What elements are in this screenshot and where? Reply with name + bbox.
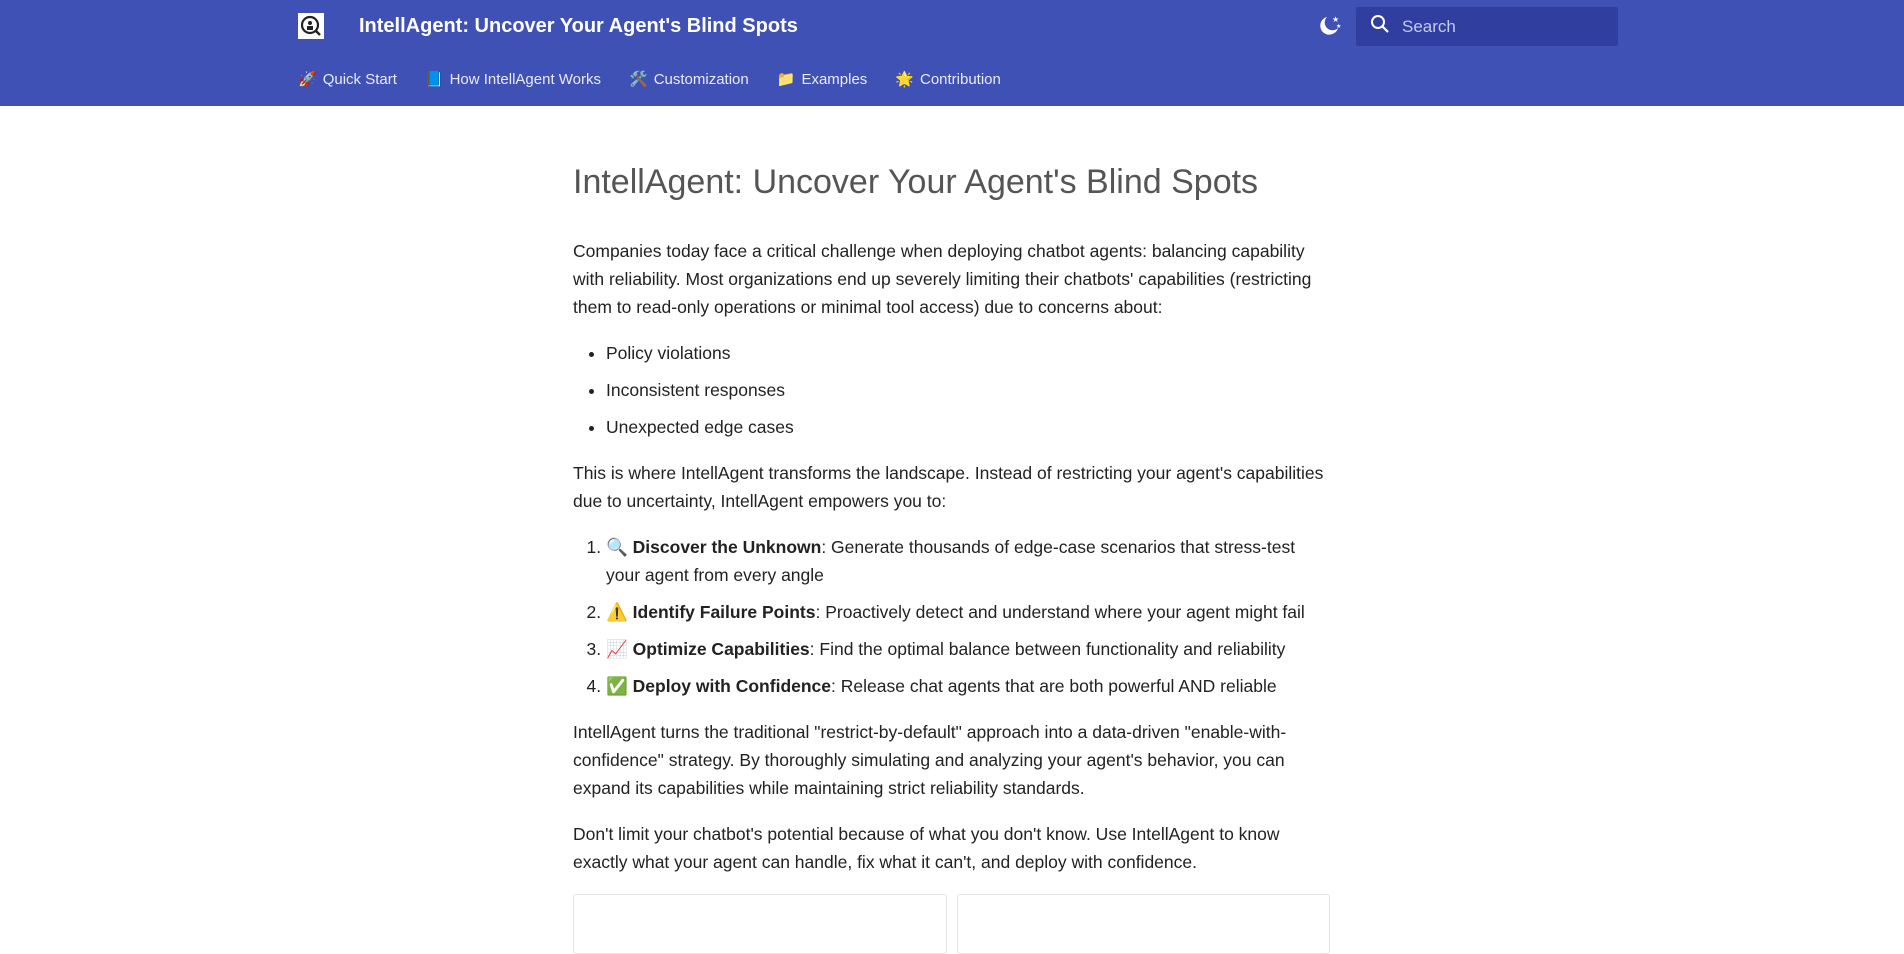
tab-label: Quick Start	[322, 70, 397, 88]
benefit-title: Deploy with Confidence	[632, 676, 832, 696]
site-title[interactable]: IntellAgent: Uncover Your Agent's Blind Spots	[359, 15, 798, 37]
chart-icon: 📈	[606, 639, 628, 659]
tab-quick-start[interactable]	[298, 70, 397, 88]
folder-icon: 📁	[776, 71, 796, 88]
rocket-icon: 🚀	[298, 71, 317, 88]
benefits-list	[606, 533, 1330, 700]
tab-label: How IntellAgent Works	[449, 70, 602, 88]
search-input[interactable]	[1402, 17, 1602, 37]
tab-contribution[interactable]	[895, 70, 1001, 88]
tools-icon: 🛠️	[629, 71, 648, 88]
search-icon	[1370, 14, 1390, 39]
list-item	[606, 598, 1330, 626]
tab-examples[interactable]	[777, 70, 868, 88]
nav-tabs	[298, 70, 1001, 88]
concerns-list	[606, 339, 1330, 441]
warning-icon: ⚠️	[606, 602, 628, 622]
page-title: IntellAgent: Uncover Your Agent's Blind Spots	[573, 163, 1259, 201]
strategy-paragraph: IntellAgent turns the traditional "restrict-by-default" approach into a data-driven "enable-with-confidence" strategy. By thoroughly simulating and analyzing your agent's behavior, you can expand its capabilities while maintaining strict reliability standards.	[573, 722, 1287, 798]
list-item: • Policy violations	[606, 339, 1330, 367]
how-it-works-card[interactable]	[957, 894, 1331, 954]
svg-text:★: ★	[1336, 24, 1342, 30]
benefit-text: : Proactively detect and understand where your agent might fail	[815, 602, 1305, 622]
top-header	[0, 0, 1904, 106]
dark-mode-toggle-icon[interactable]	[1315, 11, 1343, 39]
svg-text:★: ★	[1332, 15, 1340, 24]
list-item	[606, 533, 1330, 589]
check-icon: ✅	[606, 676, 628, 696]
card-grid	[573, 894, 1330, 954]
list-item	[606, 635, 1330, 663]
transition-paragraph: This is where IntellAgent transforms the landscape. Instead of restricting your agent's capabilities due to uncertainty, IntellAgent empowers you to:	[573, 463, 1324, 511]
list-item: • Unexpected edge cases	[606, 413, 1330, 441]
quick-start-card[interactable]	[573, 894, 947, 954]
book-icon: 📘	[424, 71, 444, 88]
star-icon: 🌟	[895, 71, 914, 88]
tab-customization[interactable]	[629, 70, 749, 88]
list-item	[606, 672, 1330, 700]
list-item: • Inconsistent responses	[606, 376, 1330, 404]
magnifier-icon: 🔍	[606, 537, 628, 557]
main-content	[573, 106, 1330, 954]
benefit-text: : Release chat agents that are both powerful AND reliable	[831, 676, 1277, 696]
tab-label: Contribution	[919, 70, 1001, 88]
tab-label: Examples	[801, 70, 868, 88]
benefit-title: Identify Failure Points	[632, 602, 816, 622]
search-box[interactable]	[1356, 7, 1618, 46]
benefit-title: Optimize Capabilities	[632, 639, 810, 659]
closing-paragraph: Don't limit your chatbot's potential because of what you don't know. Use IntellAgent to know exactly what your agent can handle, fix what it can't, and deploy with confidence.	[573, 824, 1280, 872]
intro-paragraph: Companies today face a critical challenge when deploying chatbot agents: balancing capability with reliability. Most organizations end up severely limiting their chatbots' capabilities (restricting them to read-only operations or minimal tool access) due to concerns about:	[573, 241, 1312, 317]
benefit-text: : Find the optimal balance between functionality and reliability	[809, 639, 1286, 659]
benefit-text: : Generate thousands of edge-case scenarios that stress-test your agent from every angle	[606, 537, 1296, 585]
tab-label: Customization	[653, 70, 749, 88]
logo-icon[interactable]	[298, 13, 324, 39]
benefit-title: Discover the Unknown	[632, 537, 822, 557]
tab-how-it-works[interactable]	[425, 70, 601, 88]
